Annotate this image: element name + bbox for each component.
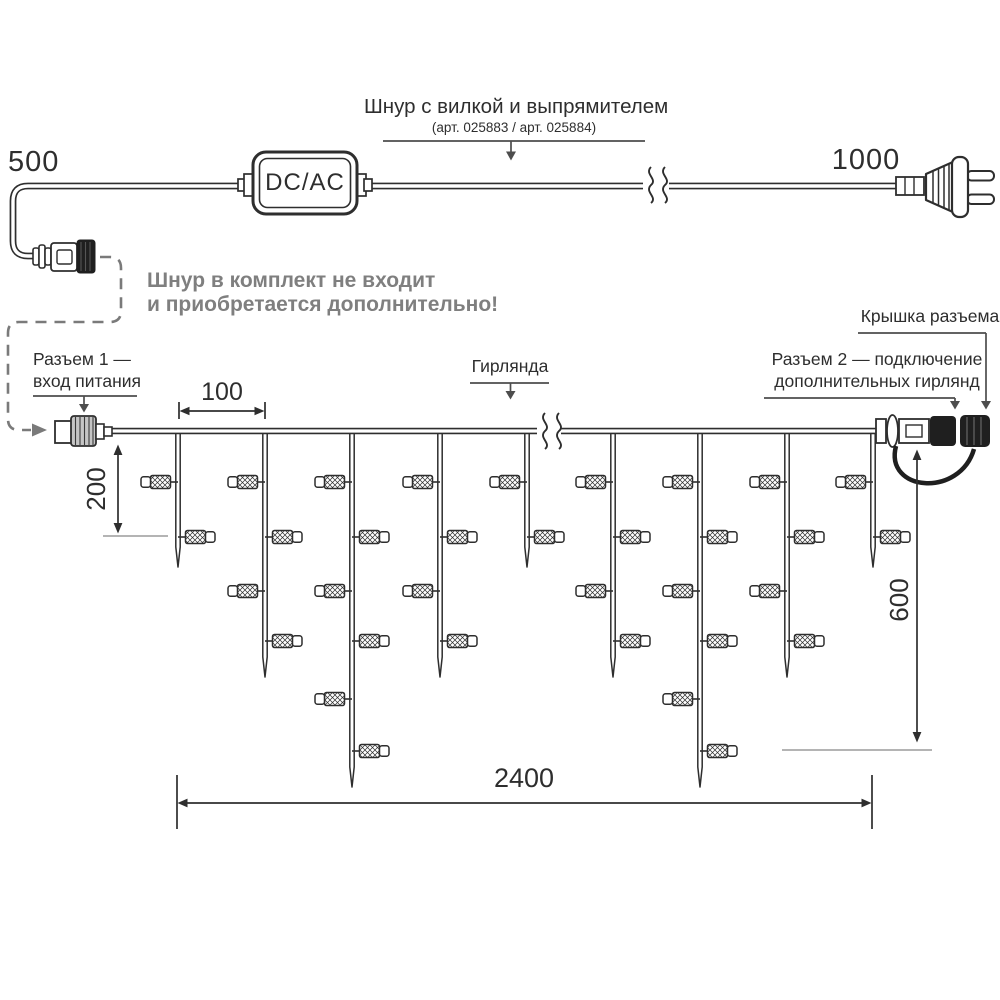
- lamp-icon: [403, 476, 440, 489]
- lamp-icon: [440, 635, 477, 648]
- lamp-icon: [315, 585, 352, 598]
- leader-connector1-label: [33, 396, 137, 413]
- first-strand-dim-label: 200: [81, 467, 111, 511]
- power-plug-icon: [896, 157, 994, 217]
- lamp-icon: [403, 585, 440, 598]
- dim-200-first-strand: [103, 445, 168, 537]
- lamp-icon: [527, 531, 564, 544]
- lamp-icon: [873, 531, 910, 544]
- icicle-strand: [750, 434, 824, 677]
- lamp-icon: [787, 531, 824, 544]
- lamp-icon: [440, 531, 477, 544]
- icicle-strand: [490, 434, 564, 567]
- lamp-icon: [787, 635, 824, 648]
- lamp-icon: [352, 531, 389, 544]
- lamp-icon: [663, 693, 700, 706]
- garland-label: Гирлянда: [471, 356, 549, 376]
- leader-power-cord-label: [383, 141, 645, 161]
- lamp-icon: [490, 476, 527, 489]
- icicle-strand: [576, 434, 650, 677]
- connector-cap: [960, 415, 990, 447]
- lamp-icon: [352, 635, 389, 648]
- plug-prong: [967, 171, 994, 181]
- connector-1: [55, 416, 112, 446]
- lamp-icon: [315, 476, 352, 489]
- lamp-icon: [178, 531, 215, 544]
- note-line1: Шнур в комплект не входит: [147, 269, 436, 292]
- lamp-icon: [700, 531, 737, 544]
- dashed-path-arrowhead: [32, 424, 47, 437]
- break-symbol-cord: [649, 167, 667, 203]
- lamp-icon: [265, 635, 302, 648]
- lamp-icon: [576, 476, 613, 489]
- lamp-icon: [315, 693, 352, 706]
- lamp-icon: [836, 476, 873, 489]
- lamp-icon: [352, 745, 389, 758]
- cap-label: Крышка разъема: [860, 306, 1000, 326]
- adapter-input-connector: [33, 240, 95, 273]
- icicle-strand: [663, 434, 737, 787]
- icicle-strand: [403, 434, 477, 677]
- total-length-dim-label: 2400: [493, 763, 555, 793]
- cord-not-included-dashed-path: [8, 257, 121, 437]
- connector1-label-line1: Разъем 1 —: [33, 349, 131, 369]
- cap-tether-loop: [895, 446, 974, 483]
- garland-assembly: [55, 413, 990, 787]
- cord-wire: [13, 186, 897, 256]
- connector2-label-line2: дополнительных гирлянд: [774, 371, 980, 391]
- connector-ring: [887, 415, 898, 447]
- lamp-icon: [750, 476, 787, 489]
- note-line2: и приобретается дополнительно!: [147, 293, 499, 316]
- leader-garland-label: [470, 383, 549, 400]
- lamp-icon: [613, 531, 650, 544]
- leader-connector2-label: [764, 398, 960, 410]
- max-strand-dim-label: 600: [884, 578, 914, 622]
- icicle-strand: [228, 434, 302, 677]
- icicle-strand: [315, 434, 389, 787]
- icicle-strand: [141, 434, 215, 567]
- icicle-strand: [836, 434, 910, 567]
- lamp-icon: [700, 745, 737, 758]
- lamp-icon: [663, 585, 700, 598]
- lamp-icon: [228, 585, 265, 598]
- lamp-icon: [265, 531, 302, 544]
- power-cord-title: Шнур с вилкой и выпрямителем: [364, 95, 669, 118]
- plug-prong: [967, 195, 994, 205]
- spacing-dim-label: 100: [201, 378, 243, 406]
- connector2-label-line1: Разъем 2 — подключение: [771, 349, 983, 369]
- lamp-icon: [228, 476, 265, 489]
- lamp-icon: [613, 635, 650, 648]
- dcac-label: DC/AC: [265, 169, 345, 196]
- connector-2: [876, 415, 974, 483]
- power-cord-articles: (арт. 025883 / арт. 025884): [431, 120, 597, 135]
- lamp-icon: [750, 585, 787, 598]
- icicle-strands: [141, 434, 910, 787]
- lead-length-label: 500: [8, 146, 60, 178]
- cord-length-label: 1000: [831, 144, 901, 176]
- connector-2-body: [930, 416, 956, 446]
- lamp-icon: [700, 635, 737, 648]
- break-symbol-garland: [543, 413, 561, 449]
- lamp-icon: [663, 476, 700, 489]
- lamp-icon: [576, 585, 613, 598]
- lamp-icon: [141, 476, 178, 489]
- connector1-label-line2: вход питания: [33, 371, 141, 391]
